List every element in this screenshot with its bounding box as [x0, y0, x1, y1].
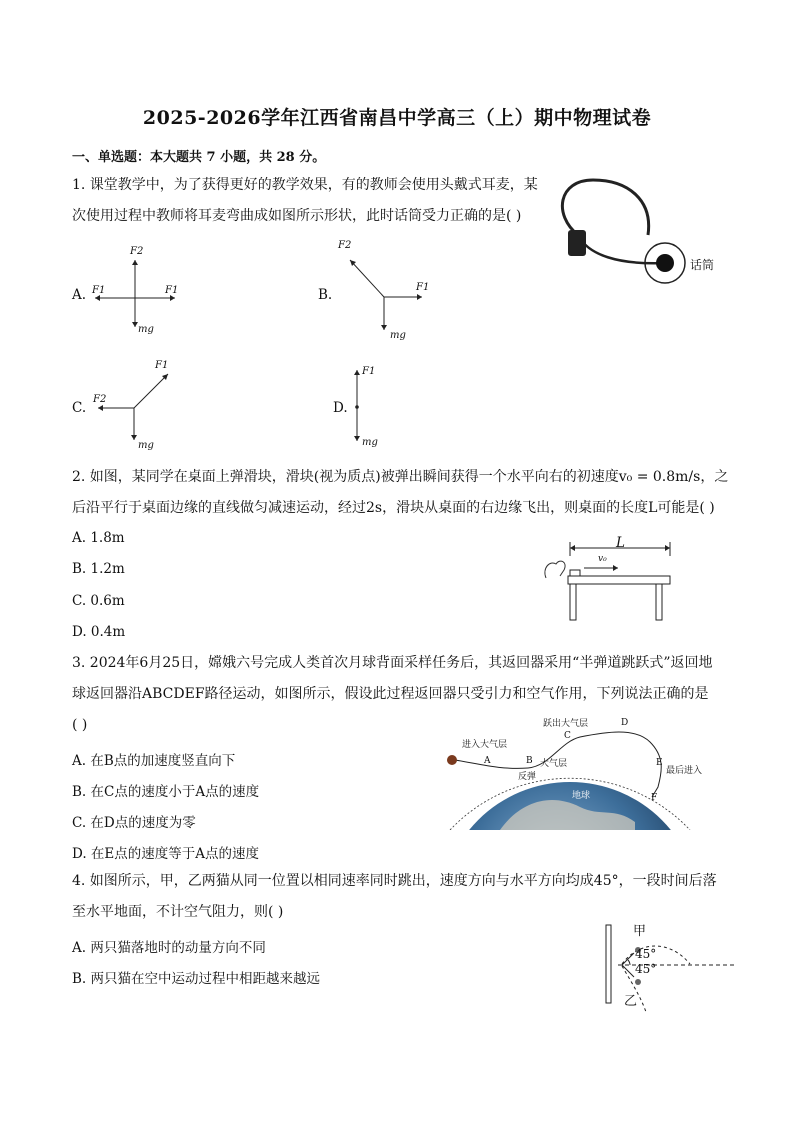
q3-point-b: B	[526, 756, 533, 766]
q4-option-b[interactable]: B. 两只猫在空中运动过程中相距越来越远	[72, 971, 321, 987]
q3-line1: 3. 2024年6月25日，嫦娥六号完成人类首次月球背面采样任务后，其返回器采用“半弹道跳跃式”返回地	[72, 655, 713, 671]
q4-jia-label: 甲	[633, 924, 647, 939]
q2-option-d[interactable]: D. 0.4m	[72, 624, 126, 640]
q3-option-a[interactable]: A. 在B点的加速度竖直向下	[72, 753, 236, 769]
q1d-f1-label: F1	[362, 366, 376, 377]
q3-option-b[interactable]: B. 在C点的速度小于A点的速度	[72, 784, 260, 800]
q3-bounce-label: 反弹	[518, 772, 537, 782]
q1-option-a[interactable]: A.	[72, 287, 87, 303]
q2-line2: 后沿平行于桌面边缘的直线做匀减速运动，经过2s，滑块从桌面的右边缘飞出，则桌面的长度L可能是( )	[72, 500, 715, 516]
q1a-f2-label: F2	[130, 246, 144, 257]
q4-line1: 4. 如图所示，甲，乙两猫从同一位置以相同速率同时跳出，速度方向与水平方向均成45°，一段时间后落	[72, 873, 717, 889]
q3-final-label: 最后进入	[666, 766, 703, 776]
q2-option-a[interactable]: A. 1.8m	[72, 530, 125, 546]
q3-point-e: E	[656, 758, 663, 768]
q1b-mg-label: mg	[390, 330, 406, 341]
q3-earth-label: 地球	[572, 791, 591, 801]
q4-yi-label: 乙	[624, 994, 638, 1009]
q1-option-c[interactable]: C.	[72, 400, 87, 416]
q4-angle1-label: 45°	[635, 947, 657, 961]
q1-diagram-b	[340, 250, 440, 340]
q3-point-a: A	[484, 756, 491, 766]
q3-line3: ( )	[72, 717, 88, 733]
section-heading: 一、单选题：本大题共 7 小题，共 28 分。	[72, 150, 326, 165]
q1-option-d[interactable]: D.	[333, 400, 348, 416]
q1c-f2-label: F2	[93, 394, 107, 405]
q3-option-d[interactable]: D. 在E点的速度等于A点的速度	[72, 846, 260, 862]
q1-option-b[interactable]: B.	[318, 287, 333, 303]
q2-length-label: L	[616, 535, 625, 551]
q3-jump-label: 跃出大气层	[543, 719, 589, 729]
q1c-mg-label: mg	[138, 440, 154, 451]
q1a-mg-label: mg	[138, 324, 154, 335]
q3-point-c: C	[564, 731, 571, 741]
q2-line1: 2. 如图，某同学在桌面上弹滑块，滑块(视为质点)被弹出瞬间获得一个水平向右的初速度v₀ = 0.8m/s，之	[72, 469, 729, 485]
q3-point-f: F	[651, 793, 658, 803]
q1b-f2-label: F2	[338, 240, 352, 251]
q1c-f1-label: F1	[155, 360, 169, 371]
q1-line1: 1. 课堂教学中，为了获得更好的教学效果，有的教师会使用头戴式耳麦，某	[72, 177, 538, 193]
q1a-f1-right-label: F1	[165, 285, 179, 296]
q2-option-c[interactable]: C. 0.6m	[72, 593, 125, 609]
page-title: 2025-2026学年江西省南昌中学高三（上）期中物理试卷	[142, 107, 652, 129]
q3-point-d: D	[621, 718, 629, 728]
q3-atmo-label: 大气层	[540, 759, 568, 769]
q1d-mg-label: mg	[362, 437, 378, 448]
q3-option-c[interactable]: C. 在D点的速度为零	[72, 815, 196, 831]
mic-label: 话筒	[690, 258, 715, 272]
q4-option-a[interactable]: A. 两只猫落地时的动量方向不同	[72, 940, 266, 956]
headset-figure	[548, 175, 728, 295]
cats-figure	[600, 920, 740, 1015]
q3-line2: 球返回器沿ABCDEF路径运动，如图所示，假设此过程返回器只受引力和空气作用，下列说法正确的是	[72, 686, 709, 702]
q1-line2: 次使用过程中教师将耳麦弯曲成如图所示形状，此时话筒受力正确的是( )	[72, 208, 522, 224]
q2-option-b[interactable]: B. 1.2m	[72, 561, 125, 577]
q1b-f1-label: F1	[416, 282, 430, 293]
q1-diagram-c	[90, 360, 180, 450]
q2-velocity-label: v₀	[598, 554, 607, 564]
q1a-f1-left-label: F1	[92, 285, 106, 296]
table-figure	[540, 538, 680, 622]
q4-angle2-label: 45°	[635, 962, 657, 976]
q3-enter-label: 进入大气层	[462, 740, 508, 750]
q4-line2: 至水平地面，不计空气阻力，则( )	[72, 904, 284, 920]
